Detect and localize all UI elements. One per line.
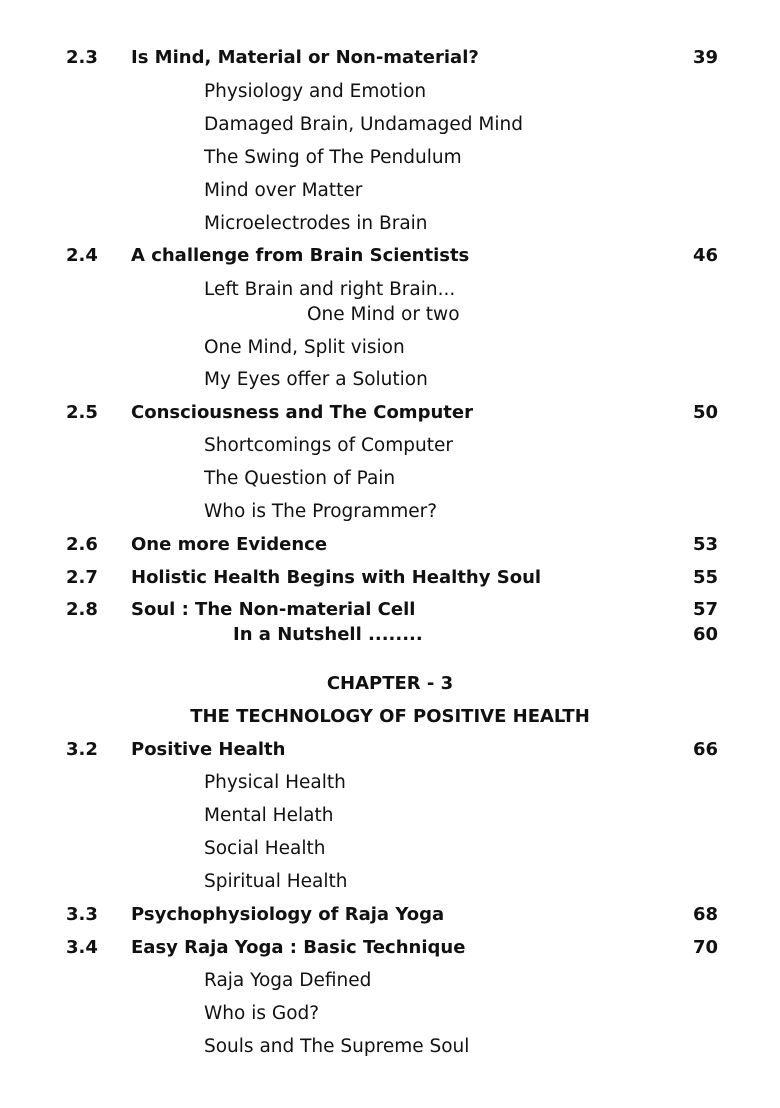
chapter-title: THE TECHNOLOGY OF POSITIVE HEALTH <box>190 706 590 727</box>
subsection-title: Shortcomings of Computer <box>204 435 453 456</box>
page-number: 66 <box>692 739 718 760</box>
section-title: Is Mind, Material or Non-material? <box>131 47 479 68</box>
subsection-title: Left Brain and right Brain... <box>204 279 456 300</box>
section-title: Soul : The Non-material Cell <box>131 599 416 620</box>
subsection-title: One Mind, Split vision <box>204 337 405 358</box>
subsection-title: My Eyes offer a Solution <box>204 369 428 390</box>
page-number: 46 <box>692 245 718 266</box>
subsection-title: Spiritual Health <box>204 871 348 892</box>
toc-entry-2-7 <box>0 563 780 593</box>
section-number: 2.5 <box>66 402 98 423</box>
toc-subentry <box>0 768 780 798</box>
section-number: 3.2 <box>66 739 98 760</box>
section-title: Holistic Health Begins with Healthy Soul <box>131 567 542 588</box>
toc-subentry <box>0 431 780 461</box>
page-number: 39 <box>692 47 718 68</box>
subsection-title: Who is The Programmer? <box>204 501 438 522</box>
subsection-title: Physiology and Emotion <box>204 81 427 102</box>
toc-subentry <box>0 209 780 239</box>
section-number: 3.3 <box>66 904 98 925</box>
subsection-title: The Swing of The Pendulum <box>204 147 462 168</box>
subsection-title: Damaged Brain, Undamaged Mind <box>204 114 523 135</box>
subsection-title: The Question of Pain <box>204 468 396 489</box>
section-number: 2.6 <box>66 534 98 555</box>
toc-entry-2-6 <box>0 530 780 560</box>
toc-entry-3-2 <box>0 735 780 765</box>
page-number: 57 <box>692 599 718 620</box>
subsection-title: Microelectrodes in Brain <box>204 213 428 234</box>
toc-subentry <box>0 143 780 173</box>
toc-subentry <box>0 365 780 395</box>
page-number: 70 <box>692 937 718 958</box>
toc-subentry <box>0 966 780 996</box>
section-title: Psychophysiology of Raja Yoga <box>131 904 445 925</box>
section-number: 2.8 <box>66 599 98 620</box>
page-number: 68 <box>692 904 718 925</box>
toc-subentry <box>0 333 780 363</box>
toc-entry-3-3 <box>0 900 780 930</box>
toc-subentry <box>0 999 780 1029</box>
section-title: Consciousness and The Computer <box>131 402 473 423</box>
toc-entry-2-3 <box>0 43 780 73</box>
subsection-title: Souls and The Supreme Soul <box>204 1036 470 1057</box>
toc-entry-2-5 <box>0 398 780 428</box>
subsection-title: Mind over Matter <box>204 180 363 201</box>
toc-subentry <box>0 464 780 494</box>
toc-subentry <box>0 801 780 831</box>
section-title: Positive Health <box>131 739 286 760</box>
section-title: A challenge from Brain Scientists <box>131 245 470 266</box>
section-number: 2.7 <box>66 567 98 588</box>
toc-subentry <box>0 1032 780 1062</box>
subsection-title-continued: One Mind or two <box>307 304 460 325</box>
toc-entry-nutshell <box>0 620 780 650</box>
subsection-title: Social Health <box>204 838 326 859</box>
toc-subentry <box>0 497 780 527</box>
toc-subentry <box>0 834 780 864</box>
toc-entry-2-4 <box>0 241 780 271</box>
section-number: 2.4 <box>66 245 98 266</box>
page-number: 50 <box>692 402 718 423</box>
section-title: Easy Raja Yoga : Basic Technique <box>131 937 466 958</box>
section-number: 2.3 <box>66 47 98 68</box>
section-number: 3.4 <box>66 937 98 958</box>
chapter-heading: CHAPTER - 3 <box>326 673 454 694</box>
subsection-title: Who is God? <box>204 1003 320 1024</box>
section-title: In a Nutshell ........ <box>233 624 423 645</box>
toc-entry-3-4 <box>0 933 780 963</box>
page-number: 60 <box>692 624 718 645</box>
page-number: 53 <box>692 534 718 555</box>
toc-subentry <box>0 176 780 206</box>
toc-subentry <box>0 77 780 107</box>
subsection-title: Physical Health <box>204 772 346 793</box>
subsection-title: Mental Helath <box>204 805 334 826</box>
toc-subentry <box>0 867 780 897</box>
section-title: One more Evidence <box>131 534 328 555</box>
toc-subentry <box>0 110 780 140</box>
page-number: 55 <box>692 567 718 588</box>
subsection-title: Raja Yoga Defined <box>204 970 372 991</box>
toc-subentry <box>0 300 780 330</box>
